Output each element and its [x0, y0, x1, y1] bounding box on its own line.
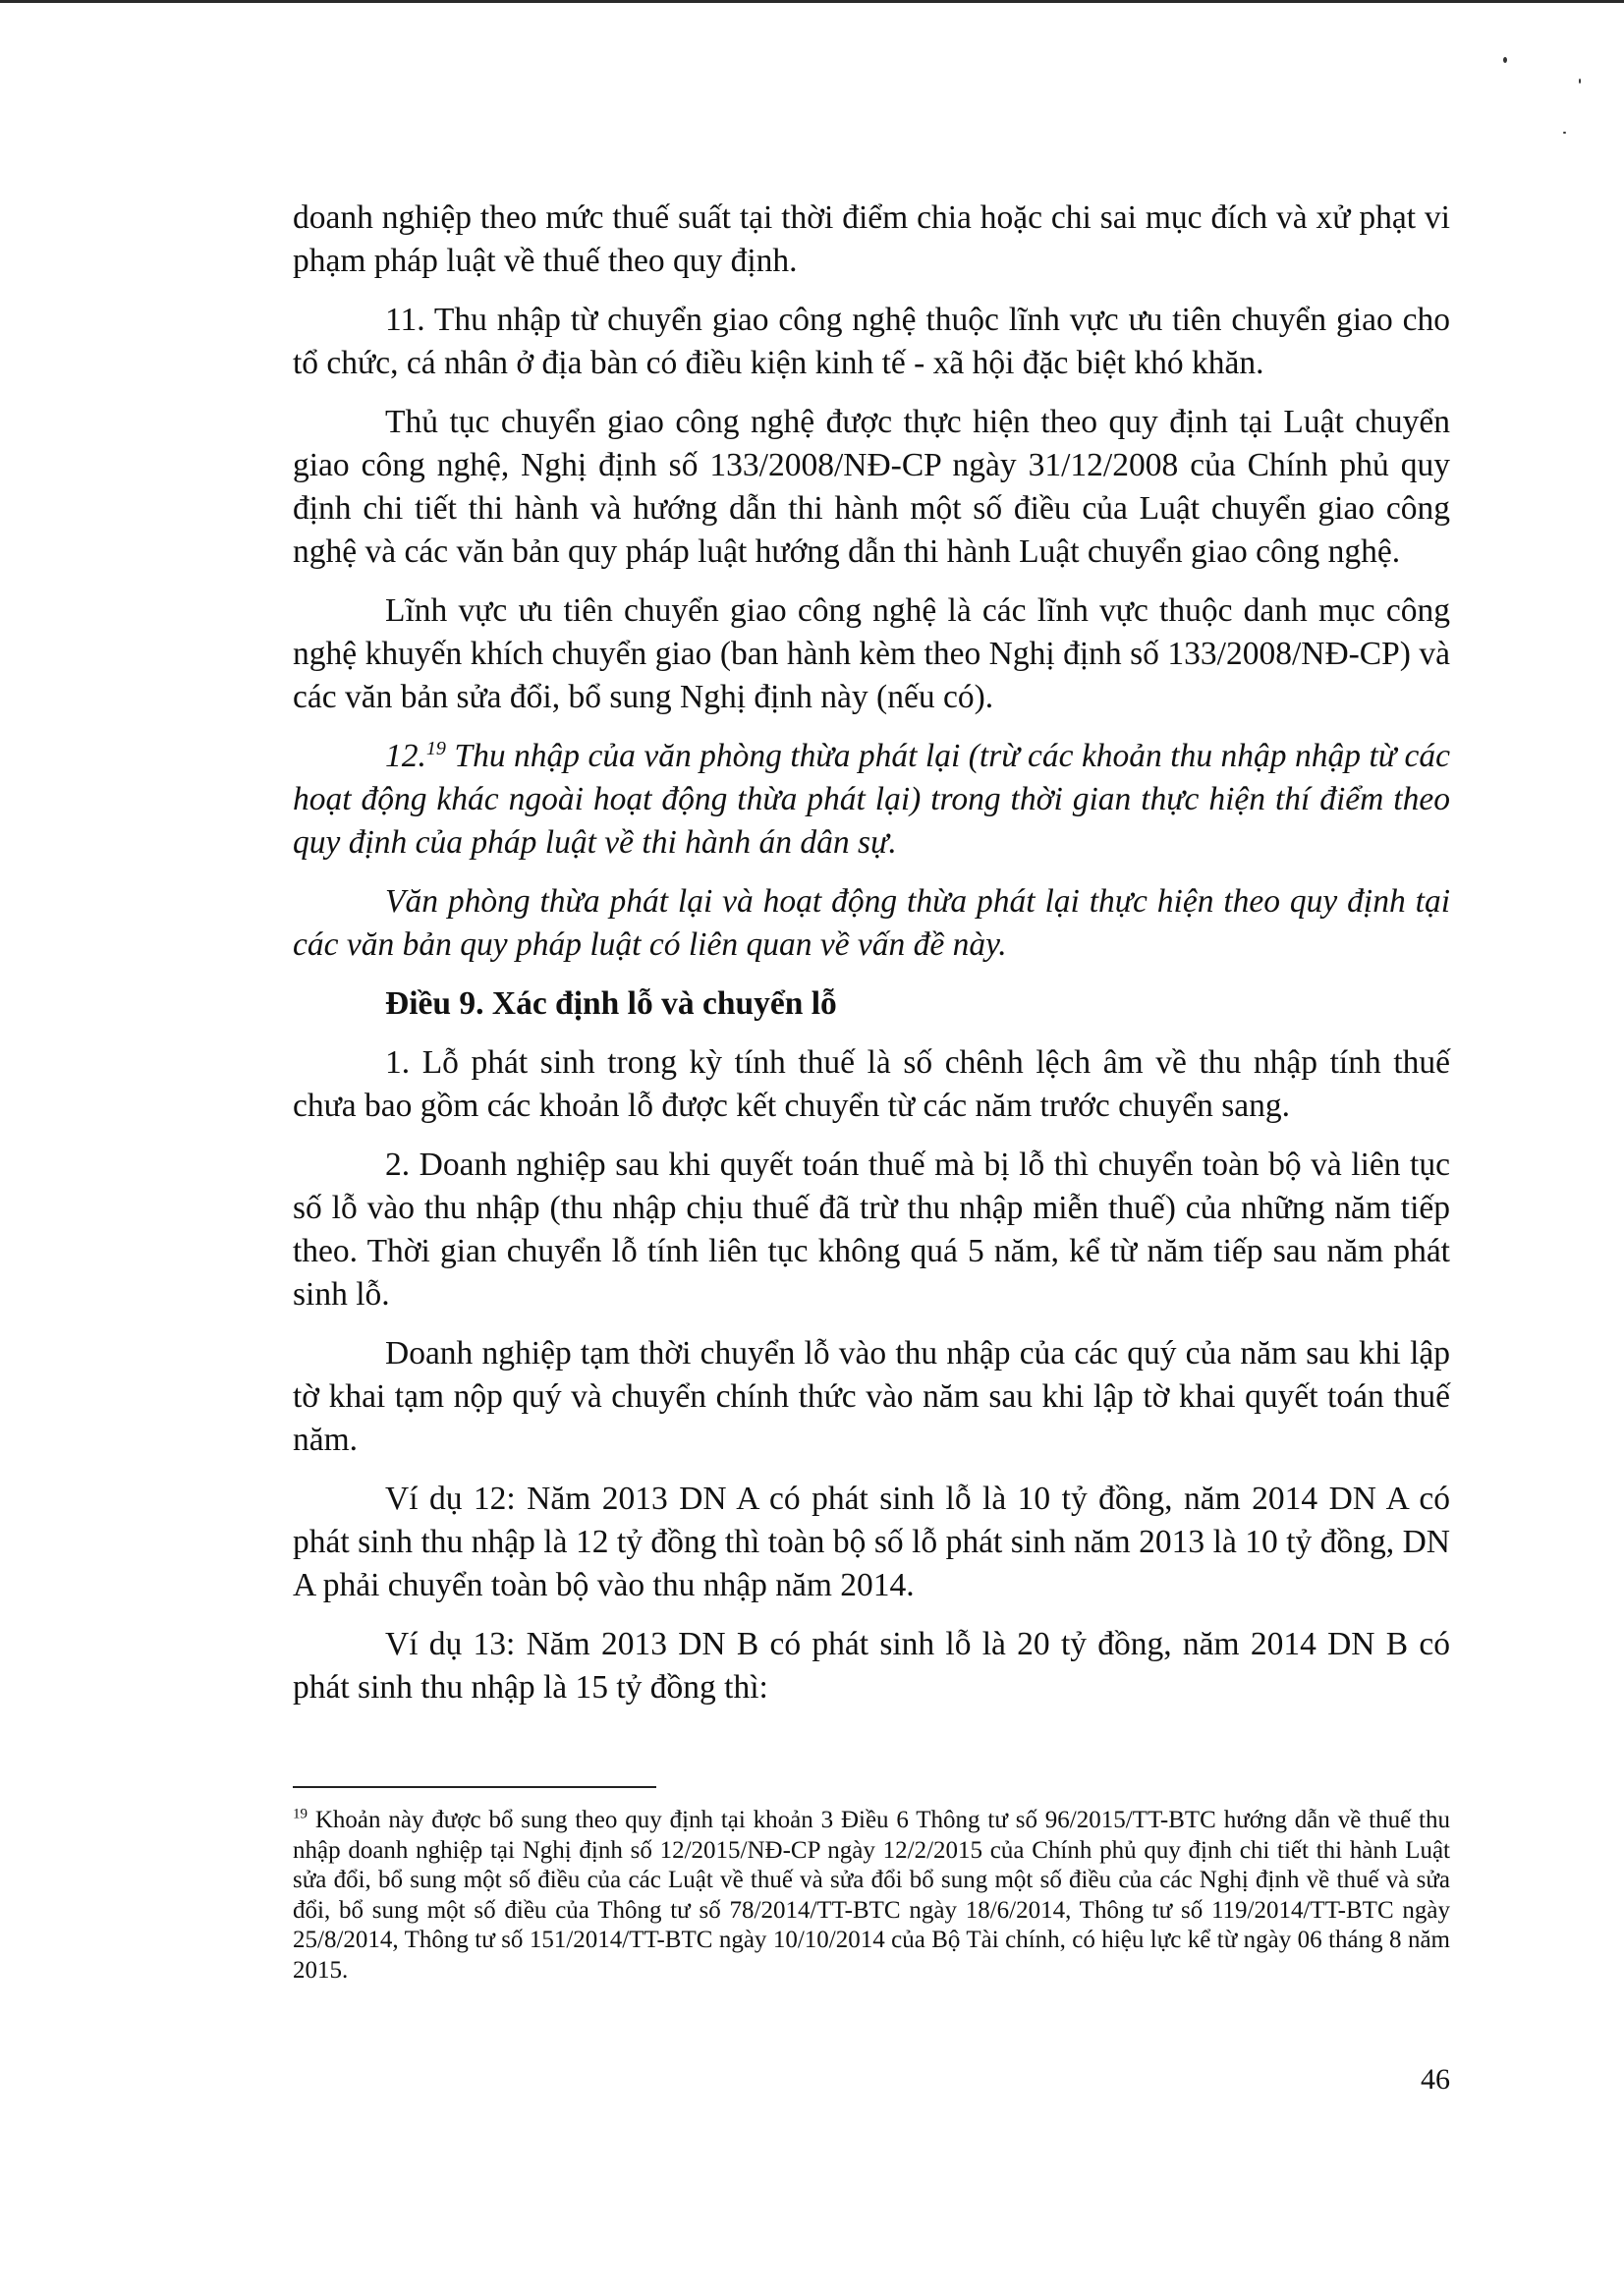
page-number: 46 — [1421, 2063, 1450, 2096]
scan-speck — [1563, 132, 1566, 134]
footnote-19 — [293, 1806, 1450, 1986]
footnote-reference[interactable]: 19 — [425, 737, 446, 759]
item-12-text: Thu nhập của văn phòng thừa phát lại (trừ các khoản thu nhập nhập từ các hoạt động khác ngoài hoạt động thừa phát lại) trong thời gian thực hiện thí điểm theo quy định của pháp luật về thi hành án dân sự. — [293, 738, 1450, 861]
paragraph-item-12 — [293, 735, 1450, 865]
paragraph-continuation: doanh nghiệp theo mức thuế suất tại thời điểm chia hoặc chi sai mục đích và xử phạt vi phạm pháp luật về thuế theo quy định. — [293, 199, 1450, 279]
scan-speck — [1503, 57, 1507, 63]
example-13: Ví dụ 13: Năm 2013 DN B có phát sinh lỗ là 20 tỷ đồng, năm 2014 DN B có phát sinh thu nhập là 15 tỷ đồng thì: — [293, 1626, 1450, 1706]
article-9-clause-1: 1. Lỗ phát sinh trong kỳ tính thuế là số chênh lệch âm về thu nhập tính thuế chưa bao gồm các khoản lỗ được kết chuyển từ các năm trước chuyển sang. — [293, 1044, 1450, 1124]
article-9-clause-2: 2. Doanh nghiệp sau khi quyết toán thuế mà bị lỗ thì chuyển toàn bộ và liên tục số lỗ vào thu nhập (thu nhập chịu thuế đã trừ thu nhập miễn thuế) của những năm tiếp theo. Thời gian chuyển lỗ tính liên tục không quá 5 năm, kể từ năm tiếp sau năm phát sinh lỗ. — [293, 1147, 1450, 1313]
paragraph-item-11: 11. Thu nhập từ chuyển giao công nghệ thuộc lĩnh vực ưu tiên chuyển giao cho tổ chức, cá nhân ở địa bàn có điều kiện kinh tế - xã hội đặc biệt khó khăn. — [293, 302, 1450, 381]
article-9-heading: Điều 9. Xác định lỗ và chuyển lỗ — [385, 985, 837, 1022]
footnote-divider — [293, 1786, 656, 1788]
footnote-marker: 19 — [293, 1806, 308, 1822]
item-12-number: 12. — [385, 738, 426, 774]
paragraph-item-12-follow: Văn phòng thừa phát lại và hoạt động thừa phát lại thực hiện theo quy định tại các văn bản quy pháp luật có liên quan về vấn đề này. — [293, 883, 1450, 963]
footnote-text: Khoản này được bổ sung theo quy định tại khoản 3 Điều 6 Thông tư số 96/2015/TT-BTC hướng dẫn về thuế thu nhập doanh nghiệp tại Nghị định số 12/2015/NĐ-CP ngày 12/2/2015 của Chính phủ quy định chi tiết thi hành Luật sửa đổi, bổ sung một số điều của các Luật về thuế và sửa đổi bổ sung một số điều của các Nghị định về thuế và sửa đổi, bổ sung một số điều của Thông tư số 78/2014/TT-BTC ngày 18/6/2014, Thông tư số 119/2014/TT-BTC ngày 25/8/2014, Thông tư số 151/2014/TT-BTC ngày 10/10/2014 của Bộ Tài chính, có hiệu lực kể từ ngày 06 tháng 8 năm 2015. — [293, 1807, 1450, 1984]
scan-speck — [1579, 79, 1581, 84]
scan-top-edge — [0, 0, 1624, 3]
paragraph-procedure: Thủ tục chuyển giao công nghệ được thực hiện theo quy định tại Luật chuyển giao công nghệ, Nghị định số 133/2008/NĐ-CP ngày 31/12/2008 của Chính phủ quy định chi tiết thi hành và hướng dẫn thi hành một số điều của Luật chuyển giao công nghệ và các văn bản quy pháp luật hướng dẫn thi hành Luật chuyển giao công nghệ. — [293, 404, 1450, 570]
paragraph-priority-field: Lĩnh vực ưu tiên chuyển giao công nghệ là các lĩnh vực thuộc danh mục công nghệ khuyến khích chuyển giao (ban hành kèm theo Nghị định số 133/2008/NĐ-CP) và các văn bản sửa đổi, bổ sung Nghị định này (nếu có). — [293, 592, 1450, 715]
example-12: Ví dụ 12: Năm 2013 DN A có phát sinh lỗ là 10 tỷ đồng, năm 2014 DN A có phát sinh thu nhập là 12 tỷ đồng thì toàn bộ số lỗ phát sinh năm 2013 là 10 tỷ đồng, DN A phải chuyển toàn bộ vào thu nhập năm 2014. — [293, 1481, 1450, 1603]
body-text — [293, 196, 1450, 1725]
article-9-provisional-transfer: Doanh nghiệp tạm thời chuyển lỗ vào thu nhập của các quý của năm sau khi lập tờ khai tạm nộp quý và chuyển chính thức vào năm sau khi lập tờ khai quyết toán thuế năm. — [293, 1335, 1450, 1458]
